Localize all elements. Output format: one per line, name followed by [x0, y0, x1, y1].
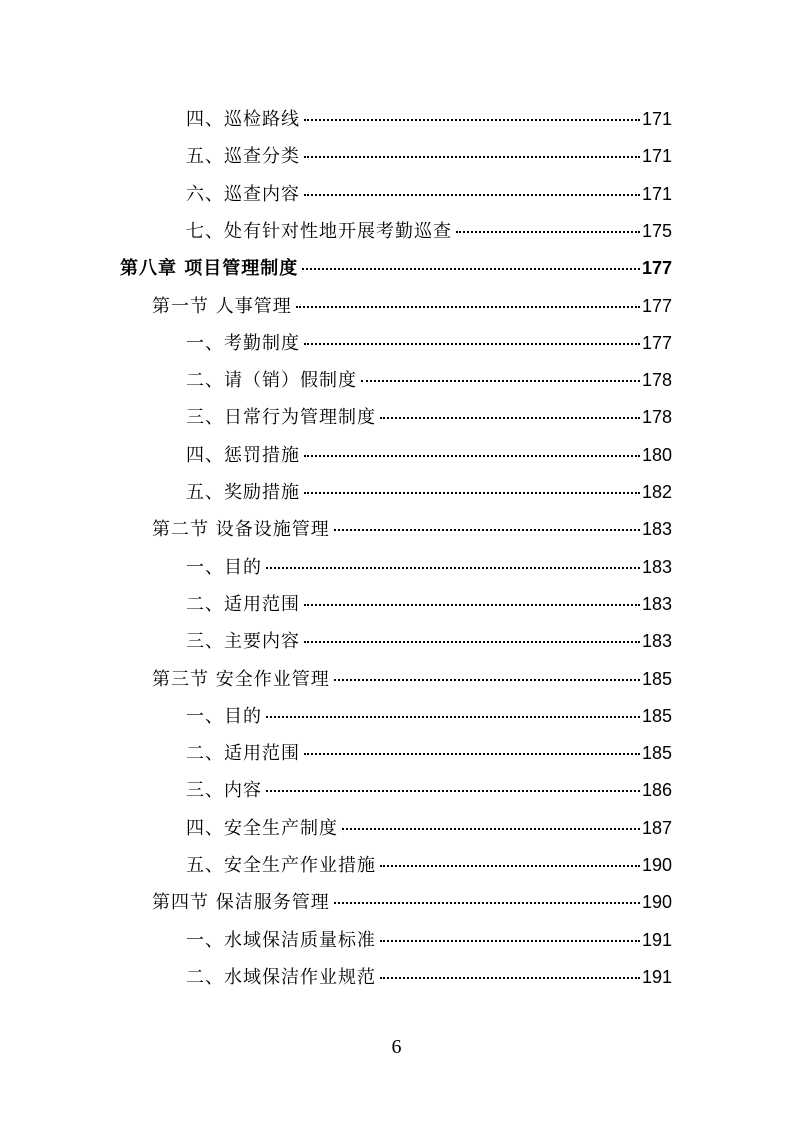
dot-leader: [304, 119, 640, 121]
toc-item-entry[interactable]: [186, 850, 672, 880]
dot-leader: [304, 455, 640, 457]
toc-entry-label: 七、处有针对性地开展考勤巡查: [186, 220, 452, 242]
toc-entry-page: 171: [641, 183, 672, 204]
toc-item-entry[interactable]: [186, 813, 672, 843]
toc-item-entry[interactable]: [186, 626, 672, 656]
toc-entry-label: 四、惩罚措施: [186, 444, 300, 466]
toc-entry-page: 183: [641, 631, 672, 652]
dot-leader: [266, 716, 640, 718]
toc-section-entry[interactable]: [152, 514, 672, 544]
toc-item-entry[interactable]: [186, 589, 672, 619]
toc-entry-label: 第四节 保洁服务管理: [152, 892, 330, 914]
dot-leader: [380, 940, 640, 942]
dot-leader: [456, 231, 640, 233]
toc-section-entry[interactable]: [152, 887, 672, 917]
toc-item-entry[interactable]: [186, 141, 672, 171]
dot-leader: [266, 790, 640, 792]
toc-item-entry[interactable]: [186, 477, 672, 507]
dot-leader: [380, 417, 640, 419]
toc-entry-label: 三、主要内容: [186, 631, 300, 653]
toc-entry-page: 178: [641, 370, 672, 391]
toc-entry-page: 185: [641, 743, 672, 764]
toc-entry-label: 第三节 安全作业管理: [152, 668, 330, 690]
toc-entry-label: 第一节 人事管理: [152, 295, 292, 317]
toc-item-entry[interactable]: [186, 402, 672, 432]
dot-leader: [304, 343, 640, 345]
toc-entry-page: 191: [641, 929, 672, 950]
toc-entry-label: 二、水域保洁作业规范: [186, 966, 376, 988]
toc-entry-label: 五、奖励措施: [186, 482, 300, 503]
dot-leader: [304, 156, 640, 158]
toc-chapter-entry[interactable]: [120, 253, 672, 283]
dot-leader: [304, 753, 640, 755]
toc-entry-page: 187: [641, 817, 672, 838]
toc-item-entry[interactable]: [186, 775, 672, 805]
dot-leader: [304, 604, 640, 606]
dot-leader: [380, 977, 640, 979]
toc-item-entry[interactable]: [186, 701, 672, 731]
dot-leader: [334, 679, 640, 681]
toc-entry-label: 一、目的: [186, 705, 262, 727]
dot-leader: [334, 529, 640, 531]
toc-entry-page: 185: [641, 705, 672, 726]
toc-entry-page: 178: [641, 407, 672, 428]
toc-entry-label: 三、日常行为管理制度: [186, 407, 376, 429]
dot-leader: [334, 902, 640, 904]
toc-entry-page: 183: [641, 593, 672, 614]
toc-entry-label: 四、安全生产制度: [186, 817, 338, 839]
toc-entry-page: 171: [641, 146, 672, 167]
toc-item-entry[interactable]: [186, 962, 672, 992]
toc-entry-label: 一、水域保洁质量标准: [186, 929, 376, 951]
toc-entry-label: 二、请（销）假制度: [186, 370, 357, 392]
dot-leader: [296, 306, 640, 308]
toc-item-entry[interactable]: [186, 216, 672, 246]
toc-entry-page: 183: [641, 556, 672, 577]
toc-entry-page: 180: [641, 444, 672, 465]
toc-entry-label: 二、适用范围: [186, 593, 300, 615]
toc-item-entry[interactable]: [186, 104, 672, 134]
toc-item-entry[interactable]: [186, 440, 672, 470]
toc-item-entry[interactable]: [186, 925, 672, 955]
toc-entry-page: 177: [641, 332, 672, 353]
dot-leader: [304, 641, 640, 643]
dot-leader: [302, 268, 640, 270]
toc-item-entry[interactable]: [186, 552, 672, 582]
toc-entry-label: 五、安全生产作业措施: [186, 855, 376, 876]
toc-entry-label: 五、巡查分类: [186, 146, 300, 168]
toc-entry-page: 191: [641, 966, 672, 987]
dot-leader: [266, 567, 640, 569]
page-number: 6: [391, 1036, 402, 1058]
toc-item-entry[interactable]: [186, 179, 672, 209]
toc-entry-label: 第八章 项目管理制度: [120, 258, 299, 280]
toc-item-entry[interactable]: [186, 738, 672, 768]
dot-leader: [304, 492, 640, 494]
dot-leader: [361, 380, 640, 382]
toc-entry-page: 182: [641, 482, 672, 502]
toc-entry-label: 一、考勤制度: [186, 332, 300, 354]
toc-section-entry[interactable]: [152, 664, 672, 694]
toc-entry-page: 190: [641, 855, 672, 875]
toc-entry-page: 171: [641, 109, 672, 129]
toc-item-entry[interactable]: [186, 365, 672, 395]
toc-entry-label: 一、目的: [186, 556, 262, 578]
toc-entry-page: 177: [641, 295, 672, 316]
toc-entry-page: 175: [641, 220, 672, 241]
toc-entry-label: 六、巡查内容: [186, 183, 300, 205]
toc-entry-page: 190: [641, 892, 672, 913]
toc-entry-page: 177: [641, 258, 672, 279]
toc-entry-label: 第二节 设备设施管理: [152, 519, 330, 541]
dot-leader: [304, 194, 640, 196]
toc-entry-page: 185: [641, 668, 672, 689]
toc-entry-page: 186: [641, 780, 672, 801]
toc-entry-page: 183: [641, 519, 672, 540]
toc-item-entry[interactable]: [186, 328, 672, 358]
toc-entry-label: 三、内容: [186, 780, 262, 802]
dot-leader: [342, 828, 640, 830]
toc-entry-label: 二、适用范围: [186, 743, 300, 765]
toc-section-entry[interactable]: [152, 291, 672, 321]
toc-entry-label: 四、巡检路线: [186, 109, 300, 130]
dot-leader: [380, 865, 640, 867]
